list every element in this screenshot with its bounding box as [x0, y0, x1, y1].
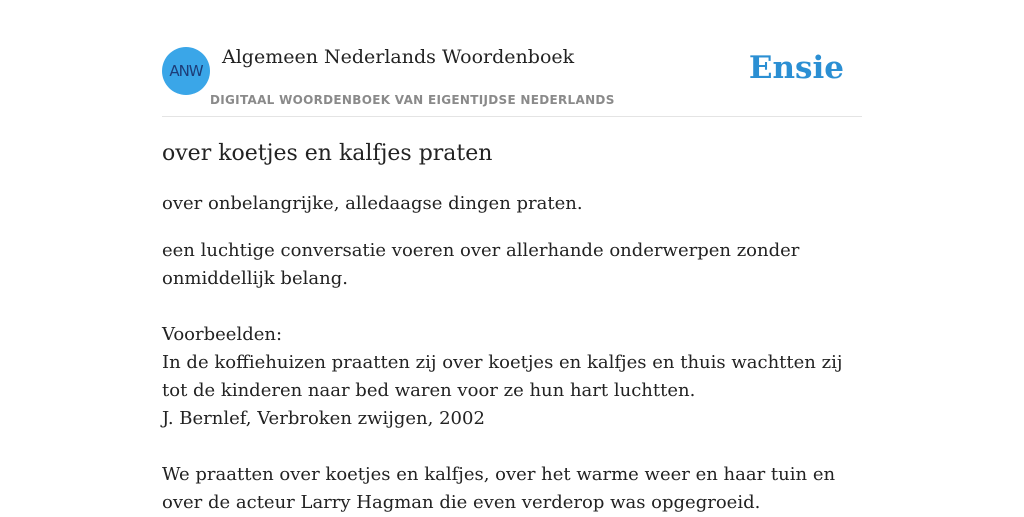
anw-logo[interactable]: ANW	[162, 47, 210, 95]
source-header	[162, 46, 862, 117]
entry-body: een luchtige conversatie voeren over allerhande onderwerpen zonder onmiddellijk belang. Voorbeelden: In de koffiehuizen praatten zij over koetjes en kalfjes en thuis wachtten zij tot de kinderen naar bed waren voor ze hun hart luchtten. J. Bernlef, Verbroken zwijgen, 2002 We praatten over koetjes en kalfjes, over het warme weer en haar tuin en over de acteur Larry Hagman die even verderop was opgegroeid.	[162, 240, 843, 513]
entry-definition: over onbelangrijke, alledaagse dingen praten.	[162, 193, 583, 214]
entry-headword: over koetjes en kalfjes praten	[162, 141, 493, 166]
source-subtitle: DIGITAAL WOORDENBOEK VAN EIGENTIJDSE NEDERLANDS	[210, 93, 615, 107]
entry-content	[162, 138, 862, 517]
ensie-logo-link[interactable]: Ensie	[748, 50, 844, 86]
source-title[interactable]: Algemeen Nederlands Woordenboek	[222, 46, 575, 68]
